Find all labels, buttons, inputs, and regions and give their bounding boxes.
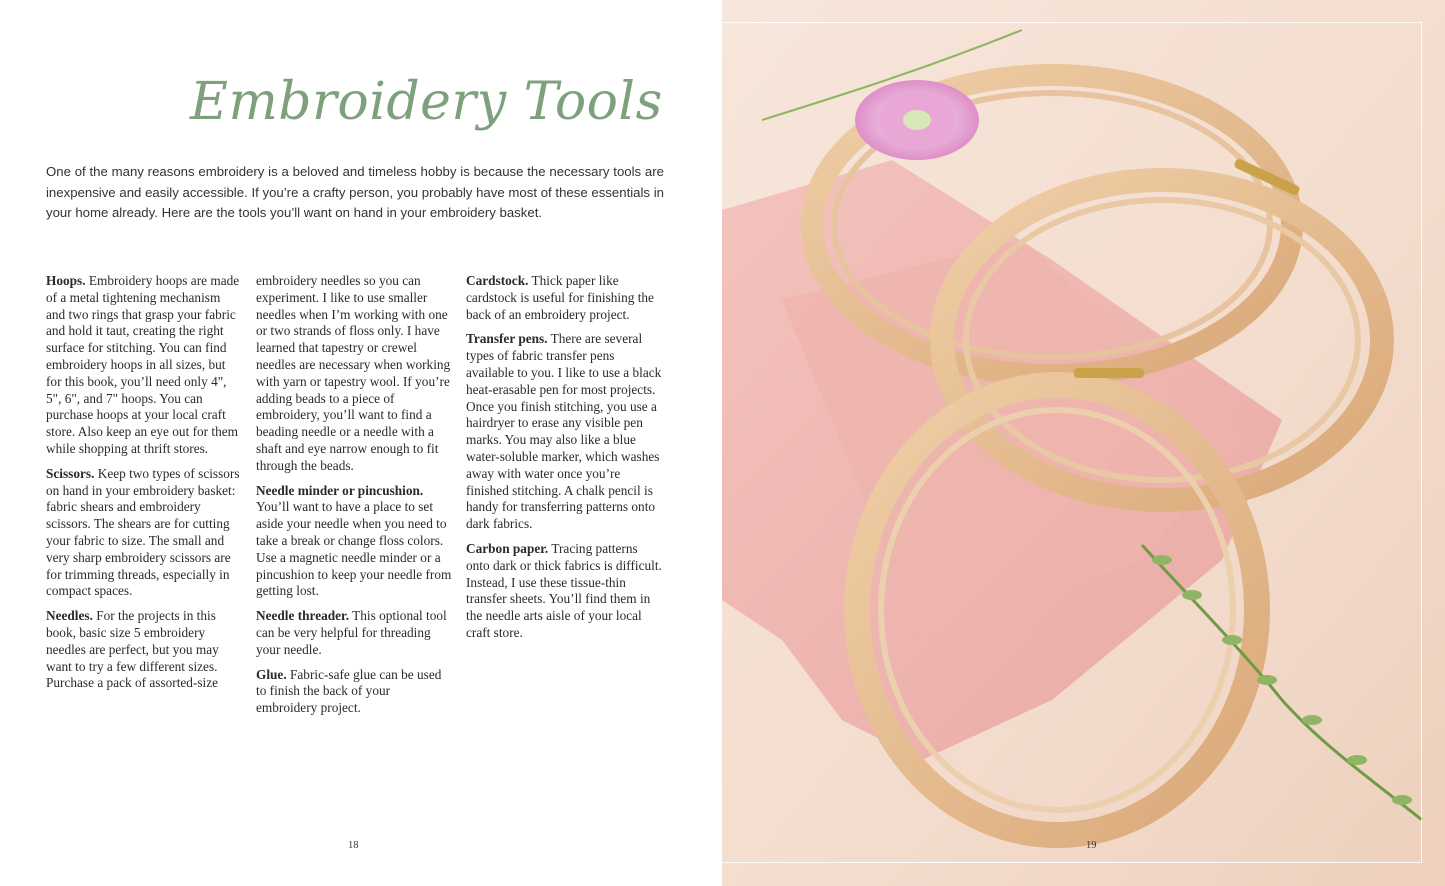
desc-cardstock: Thick paper like cardstock is useful for finishing the back of an embroidery project. <box>466 273 654 322</box>
entry-scissors <box>46 466 242 600</box>
photo-frame-right <box>1421 22 1422 862</box>
term-needles: Needles. <box>46 608 93 624</box>
desc-hoops: Embroidery hoops are made of a metal tightening mechanism and two rings that grasp your fabric and hold it taut, creating the right surface for stitching. You can find embroidery hoops in all sizes, but for this book, you’ll need only 4", 5", 6", and 7" hoops. You can purchase hoops at your local craft store. Also keep an eye out for them while shopping at thrift stores. <box>46 273 240 456</box>
desc-needle-threader: This optional tool can be very helpful for threading your needle. <box>256 608 447 657</box>
desc-needle-minder: You’ll want to have a place to set aside your needle when you need to take a break or change floss colors. Use a magnetic needle minder or a pincushion to keep your needle from getting lost. <box>256 499 452 599</box>
text-column-3 <box>466 273 662 650</box>
left-page <box>0 0 722 886</box>
right-page <box>722 0 1445 886</box>
term-scissors: Scissors. <box>46 465 95 481</box>
term-needle-threader: Needle threader. <box>256 608 350 624</box>
desc-carbon-paper: Tracing patterns onto dark or thick fabrics is difficult. Instead, I use these tissue-thin transfer sheets. You’ll find them in the needle arts aisle of your local craft store. <box>466 540 662 640</box>
term-transfer-pens: Transfer pens. <box>466 331 548 347</box>
text-column-1 <box>46 273 242 700</box>
hoop-screw-front <box>1074 368 1144 378</box>
desc-needles: For the projects in this book, basic size 5 embroidery needles are perfect, but you may want to try a few different sizes. Purchase a pack of assorted-size <box>46 608 219 691</box>
text-column-2 <box>256 273 452 725</box>
entry-glue <box>256 667 452 717</box>
term-needle-minder: Needle minder or pincushion. <box>256 482 424 498</box>
entry-carbon-paper <box>466 541 662 642</box>
entry-transfer-pens <box>466 331 662 533</box>
entry-hoops <box>46 273 242 458</box>
entry-needle-threader <box>256 608 452 658</box>
term-cardstock: Cardstock. <box>466 273 529 288</box>
page-title: Embroidery Tools <box>190 72 663 132</box>
desc-glue: Fabric-safe glue can be used to finish the back of your embroidery project. <box>256 666 442 716</box>
desc-scissors: Keep two types of scissors on hand in your embroidery basket: fabric shears and embroidery scissors. The shears are for cutting your fabric to size. The small and very sharp embroidery scissors are for trimming threads, especially in compact spaces. <box>46 465 240 599</box>
entry-needles <box>46 608 242 692</box>
photo-frame-bottom <box>722 862 1422 863</box>
photo-frame-top <box>722 22 1422 23</box>
embroidery-hoops-photo <box>722 0 1445 886</box>
entry-cardstock <box>466 273 662 323</box>
term-carbon-paper: Carbon paper. <box>466 540 549 556</box>
entry-needles-continued: embroidery needles so you can experiment. I like to use smaller needles when I’m working with one or two strands of floss only. I have learned that tapestry or crewel needles are necessary when working with yarn or tapestry wool. If you’re adding beads to a piece of embroidery, you’ll want to find a beading needle or a needle with a shaft and eye narrow enough to fit through the beads. <box>256 273 451 473</box>
pink-flower <box>855 80 979 160</box>
desc-transfer-pens: There are several types of fabric transfer pens available to you. I like to use a black heat-erasable pen for most projects. Once you finish stitching, you use a hairdryer to erase any visible pen marks. You may also like a blue water-soluble marker, which washes away with water once you’re finished stitching. A chalk pencil is handy for transferring patterns onto dark fabrics. <box>466 331 662 532</box>
page-number-left: 18 <box>348 840 359 851</box>
term-glue: Glue. <box>256 666 287 682</box>
term-hoops: Hoops. <box>46 273 86 288</box>
entry-needle-minder <box>256 483 452 601</box>
page-number-right: 19 <box>1086 840 1097 851</box>
intro-paragraph: One of the many reasons embroidery is a beloved and timeless hobby is because the necessary tools are inexpensive and easily accessible. If you’re a crafty person, you probably have most of these essentials in your home already. Here are the tools you’ll want on hand in your embroidery basket. <box>46 164 664 221</box>
